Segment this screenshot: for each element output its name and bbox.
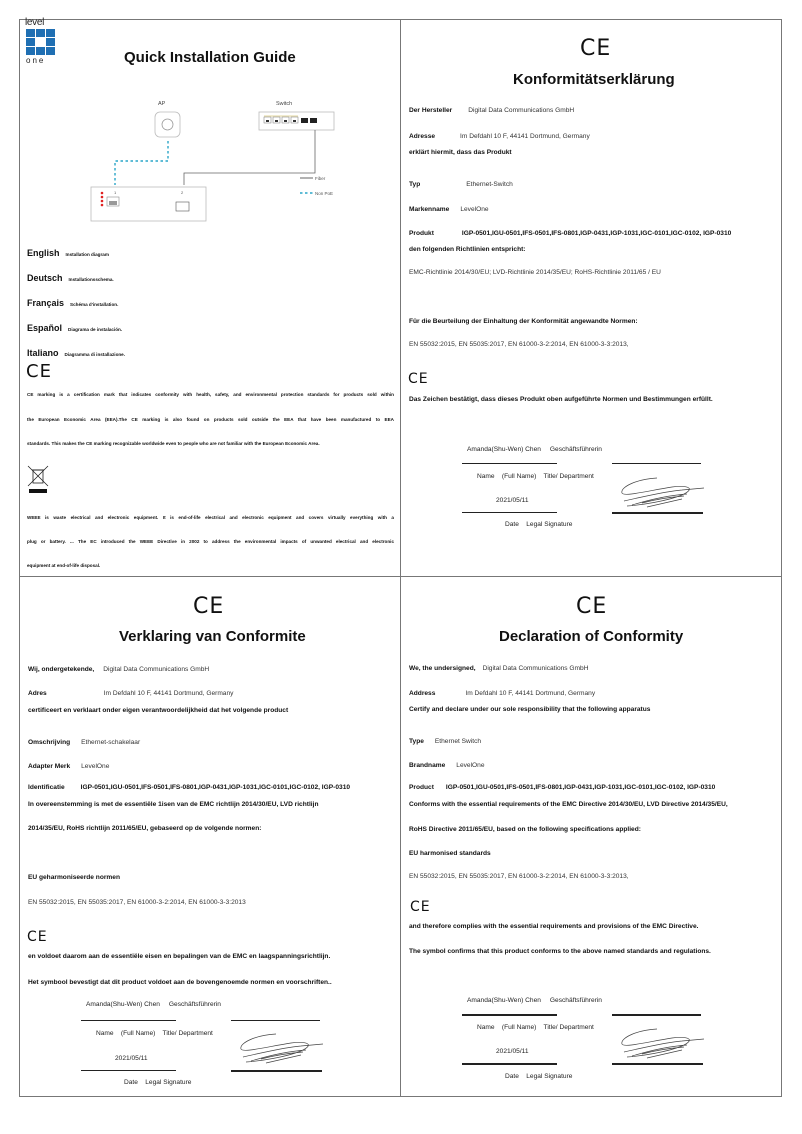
field-value: Digital Data Communications GmbH	[468, 107, 575, 114]
field-value: Im Defdahl 10 F, 44141 Dortmund, Germany	[460, 133, 590, 140]
ap-label: AP	[158, 101, 166, 107]
field-value: Ethernet Switch	[434, 738, 482, 745]
field-value: Ethernet-Switch	[466, 181, 513, 188]
field-label: Der Hersteller	[409, 107, 453, 114]
field-label: Adres	[28, 690, 47, 697]
ce-description-line: standards. This makes the CE marking recognizable worldwide even to people who are not familiar with the European Economic Area.	[27, 441, 320, 446]
de-row-manufacturer	[409, 99, 574, 117]
signature-line	[81, 1020, 176, 1021]
field-value: Ethernet-schakelaar	[81, 739, 141, 746]
weee-bin-icon	[27, 465, 49, 495]
date-caption: Date Legal Signature	[124, 1079, 192, 1086]
nl-conformity-line-2: 2014/35/EU, RoHS richtlijn 2011/65/EU, gebaseerd op de volgende normen:	[28, 825, 262, 832]
field-label: Omschrijving	[28, 739, 71, 746]
signature-date: 2021/05/11	[496, 497, 529, 504]
signature-line	[231, 1020, 320, 1021]
language-item-english	[27, 243, 109, 261]
port-2-label: 2	[181, 190, 184, 195]
nonpoe-cable	[115, 141, 168, 185]
nl-statement-1: en voldoet daarom aan de essentiële eisen en bepalingen van de EMC en laagspanningsrichtlijn.	[28, 953, 331, 960]
field-label: We, the undersigned,	[409, 665, 476, 672]
signer-title: Geschäftsführerin	[168, 1001, 221, 1008]
de-row-type	[409, 173, 513, 191]
language-name: Deutsch	[27, 273, 63, 283]
field-value: Digital Data Communications GmbH	[103, 666, 210, 673]
en-norms-heading: EU harmonised standards	[409, 850, 491, 857]
dutch-title: Verklaring van Conformite	[119, 628, 306, 645]
name-caption: Name (Full Name) Title/ Department	[96, 1030, 213, 1037]
signer-name: Amanda(Shu-Wen) Chen	[467, 997, 541, 1004]
de-statement: Das Zeichen bestätigt, dass dieses Produkt oben aufgeführte Normen und Bestimmungen erfüllt.	[409, 396, 713, 403]
ce-mark-icon: CE	[580, 36, 612, 61]
signature-line	[462, 1014, 557, 1016]
switch-label: Switch	[276, 101, 293, 107]
signer-name-title	[467, 446, 602, 453]
language-name: Italiano	[27, 348, 59, 358]
signature-date: 2021/05/11	[496, 1048, 529, 1055]
date-caption: Date Legal Signature	[505, 1073, 573, 1080]
en-statement-2: The symbol confirms that this product conforms to the above named standards and regulations.	[409, 948, 711, 955]
field-label: Address	[409, 690, 436, 697]
english-title: Declaration of Conformity	[499, 628, 684, 645]
language-desc: Installation diagram	[65, 252, 109, 257]
field-value: LevelOne	[460, 206, 489, 213]
field-value: Digital Data Communications GmbH	[482, 665, 589, 672]
de-norms: EN 55032:2015, EN 55035:2017, EN 61000-3-2:2014, EN 61000-3-3:2013,	[409, 341, 629, 348]
de-directives: EMC-Richtlinie 2014/30/EU; LVD-Richtlinie 2014/35/EU; RoHS-Richtlinie 2011/65 / EU	[409, 269, 661, 276]
field-value: IGP-0501,IGU-0501,IFS-0501,IFS-0801,IGP-0431,IGP-1031,IGC-0101,IGC-0102, IGP-0310	[80, 784, 351, 791]
field-value: LevelOne	[81, 763, 110, 770]
legend-fiber: Fiber	[315, 176, 326, 181]
ce-mark-icon: CE	[26, 361, 52, 382]
field-value: Im Defdahl 10 F, 44141 Dortmund, Germany	[465, 690, 596, 697]
signature-line	[81, 1070, 176, 1071]
quick-guide-title: Quick Installation Guide	[124, 49, 296, 66]
language-item-deutsch	[27, 268, 114, 286]
language-item-italiano	[27, 343, 125, 361]
signature-line	[612, 1014, 701, 1016]
language-name: Español	[27, 323, 63, 333]
language-item-espanol	[27, 318, 122, 336]
de-row-brand	[409, 198, 489, 216]
de-row-directives-heading: den folgenden Richtlinien entspricht:	[409, 246, 526, 253]
nl-row-brand	[28, 755, 109, 773]
de-row-declare: erklärt hiermit, dass das Produkt	[409, 149, 512, 156]
ce-mark-icon: CE	[408, 371, 429, 387]
ce-description-line: CE marking is a certification mark that indicates conformity with health, safety, and environmental protection standards for products sold within	[27, 392, 394, 397]
en-row-address	[409, 682, 595, 700]
language-desc: Schéma d'installation.	[70, 302, 119, 307]
ce-description-line: the European Economic Area (EEA).The CE marking is also found on products sold outside the EEA that have been manufactured to EEA	[27, 417, 394, 422]
weee-description-line: equipment at end-of-life disposal.	[27, 563, 101, 568]
en-norms: EN 55032:2015, EN 55035:2017, EN 61000-3-2:2014, EN 61000-3-3:2013,	[409, 873, 629, 880]
signer-name: Amanda(Shu-Wen) Chen	[467, 446, 541, 453]
german-title: Konformitätserklärung	[513, 71, 675, 88]
nl-statement-2: Het symbool bevestigt dat dit product voldoet aan de bovengenoemde normen en voorschriften..	[28, 979, 332, 986]
en-statement-1: and therefore complies with the essential requirements and provisions of the EMC Directive.	[409, 923, 699, 930]
de-row-product	[409, 222, 731, 240]
field-value: Im Defdahl 10 F, 44141 Dortmund, Germany	[103, 690, 234, 697]
handwritten-signature-icon	[231, 1029, 326, 1067]
en-row-undersigned	[409, 657, 588, 675]
language-desc: Diagrama de instalación.	[68, 327, 123, 332]
ce-mark-icon: CE	[576, 594, 608, 619]
field-label: Product	[409, 784, 434, 791]
de-row-address	[409, 125, 590, 143]
language-item-francais	[27, 293, 118, 311]
name-caption: Name (Full Name) Title/ Department	[477, 1024, 594, 1031]
signature-date: 2021/05/11	[115, 1055, 148, 1062]
language-name: English	[27, 248, 60, 258]
handwritten-signature-icon	[612, 473, 707, 511]
field-label: Adapter Merk	[28, 763, 71, 770]
signature-line	[612, 512, 703, 514]
logo-text-top: level	[25, 17, 45, 28]
ap-device-icon	[155, 112, 180, 137]
field-label: Markenname	[409, 206, 450, 213]
fiber-cable	[184, 130, 315, 185]
signer-name-title	[86, 1001, 221, 1008]
en-row-type	[409, 730, 481, 748]
en-row-product	[409, 776, 715, 794]
field-label: Brandname	[409, 762, 446, 769]
nl-row-certify: certificeert en verklaart onder eigen verantwoordelijkheid dat het volgende product	[28, 707, 289, 714]
de-norms-heading: Für die Beurteilung der Einhaltung der Konformität angewandte Normen:	[409, 318, 638, 325]
language-desc: Installationsschema.	[68, 277, 114, 282]
signature-line	[612, 1063, 703, 1065]
nl-row-identification	[28, 776, 350, 794]
weee-description-line: plug or battery. ... The EC introduced the WEEE Directive in 2002 to address the environmental impacts of unwanted electrical and electronic	[27, 539, 394, 544]
signature-line	[462, 1063, 557, 1065]
signature-line	[612, 463, 701, 464]
nl-row-description	[28, 731, 140, 749]
signer-title: Geschäftsführerin	[549, 446, 602, 453]
signer-title: Geschäftsführerin	[549, 997, 602, 1004]
language-desc: Diagramma di installazione.	[64, 352, 126, 357]
weee-description-line: WEEE is waste electrical and electronic equipment. It is end-of-life electrical and electronic equipment and covers virtually everything with a	[27, 515, 394, 520]
field-label: Typ	[409, 181, 421, 188]
field-label: Identificatie	[28, 784, 65, 791]
en-conformity-line-1: Conforms with the essential requirements of the EMC Directive 2014/30/EU, LVD Directive 2014/35/EU,	[409, 801, 728, 808]
ce-mark-icon: CE	[193, 594, 225, 619]
ce-mark-icon: CE	[27, 929, 48, 945]
en-row-certify: Certify and declare under our sole responsibility that the following apparatus	[409, 706, 651, 713]
installation-diagram	[80, 95, 360, 225]
field-value: LevelOne	[456, 762, 485, 769]
field-label: Produkt	[409, 230, 434, 237]
nl-norms: EN 55032:2015, EN 55035:2017, EN 61000-3-2:2014, EN 61000-3-3:2013	[28, 899, 246, 906]
en-row-brand	[409, 754, 485, 772]
switch-device-icon	[259, 112, 334, 130]
signer-name: Amanda(Shu-Wen) Chen	[86, 1001, 160, 1008]
logo-text-bottom: one	[26, 56, 46, 65]
levelone-logo	[25, 19, 59, 65]
field-label: Type	[409, 738, 424, 745]
handwritten-signature-icon	[612, 1024, 707, 1062]
nl-norms-heading: EU geharmoniseerde normen	[28, 874, 120, 881]
legend-nonpoe: Non PoE	[315, 191, 334, 196]
column-divider	[400, 19, 401, 1097]
nl-row-address	[28, 682, 233, 700]
row-divider	[19, 576, 782, 577]
date-caption: Date Legal Signature	[505, 521, 573, 528]
nl-conformity-line-1: In overeenstemming is met de essentiële 1isen van de EMC richtlijn 2014/30/EU, LVD richtlijn	[28, 801, 319, 808]
field-value: IGP-0501,IGU-0501,IFS-0501,IFS-0801,IGP-0431,IGP-1031,IGC-0101,IGC-0102, IGP-0310	[461, 230, 732, 237]
field-label: Wij, ondergetekende,	[28, 666, 95, 673]
port-1-label: 1	[114, 190, 117, 195]
language-name: Français	[27, 298, 65, 308]
ce-mark-icon: CE	[410, 899, 431, 915]
signature-line	[462, 463, 557, 464]
field-label: Adresse	[409, 133, 436, 140]
signer-name-title	[467, 997, 602, 1004]
en-conformity-line-2: RoHS Directive 2011/65/EU, based on the following specifications applied:	[409, 826, 641, 833]
name-caption: Name (Full Name) Title/ Department	[477, 473, 594, 480]
signature-line	[231, 1070, 322, 1072]
converter-device-icon	[91, 187, 206, 221]
nl-row-undersigned	[28, 658, 209, 676]
field-value: IGP-0501,IGU-0501,IFS-0501,IFS-0801,IGP-0431,IGP-1031,IGC-0101,IGC-0102, IGP-0310	[445, 784, 716, 791]
logo-grid-icon	[26, 29, 56, 56]
signature-line	[462, 512, 557, 513]
